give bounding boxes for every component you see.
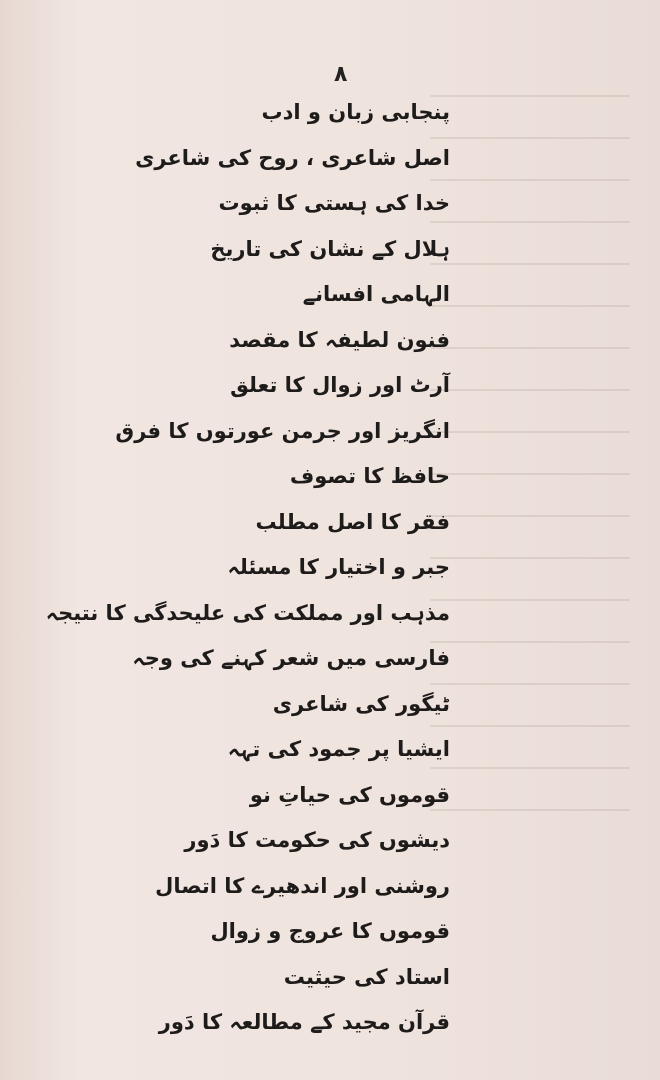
contents-item: اصل شاعری ، روح کی شاعری — [135, 145, 450, 170]
contents-item: ٹیگور کی شاعری — [272, 691, 450, 716]
contents-item: حافظ کا تصوف — [289, 464, 450, 488]
show-through-text — [430, 95, 630, 975]
contents-item: قوموں کا عروج و زوال — [210, 919, 450, 943]
contents-item: ہلال کے نشان کی تاریخ — [210, 236, 450, 261]
contents-item: قوموں کی حیاتِ نو — [249, 782, 450, 807]
contents-item: فنون لطیفہ کا مقصد — [229, 327, 450, 352]
contents-item: فارسی میں شعر کہنے کی وجہ — [132, 646, 450, 670]
contents-item: خدا کی ہستی کا ثبوت — [218, 191, 450, 215]
contents-item: جبر و اختیار کا مسئلہ — [227, 555, 450, 579]
contents-item: قرآن مجید کے مطالعہ کا دَور — [158, 1010, 450, 1034]
contents-item: فقر کا اصل مطلب — [255, 509, 450, 534]
contents-item: آرٹ اور زوال کا تعلق — [230, 373, 450, 397]
contents-item: الہامی افسانے — [302, 282, 450, 306]
contents-item: استاد کی حیثیت — [283, 964, 450, 989]
contents-item: پنجابی زبان و ادب — [261, 100, 450, 124]
contents-item: مذہب اور مملکت کی علیحدگی کا نتیجہ — [45, 600, 450, 625]
contents-item: روشنی اور اندھیرے کا اتصال — [155, 873, 450, 898]
contents-item: انگریز اور جرمن عورتوں کا فرق — [115, 418, 450, 443]
contents-item: ایشیا پر جمود کی تہہ — [227, 737, 450, 761]
page-number: ۸ — [334, 62, 348, 87]
contents-list — [45, 90, 450, 1046]
contents-item: دیشوں کی حکومت کا دَور — [184, 828, 450, 852]
